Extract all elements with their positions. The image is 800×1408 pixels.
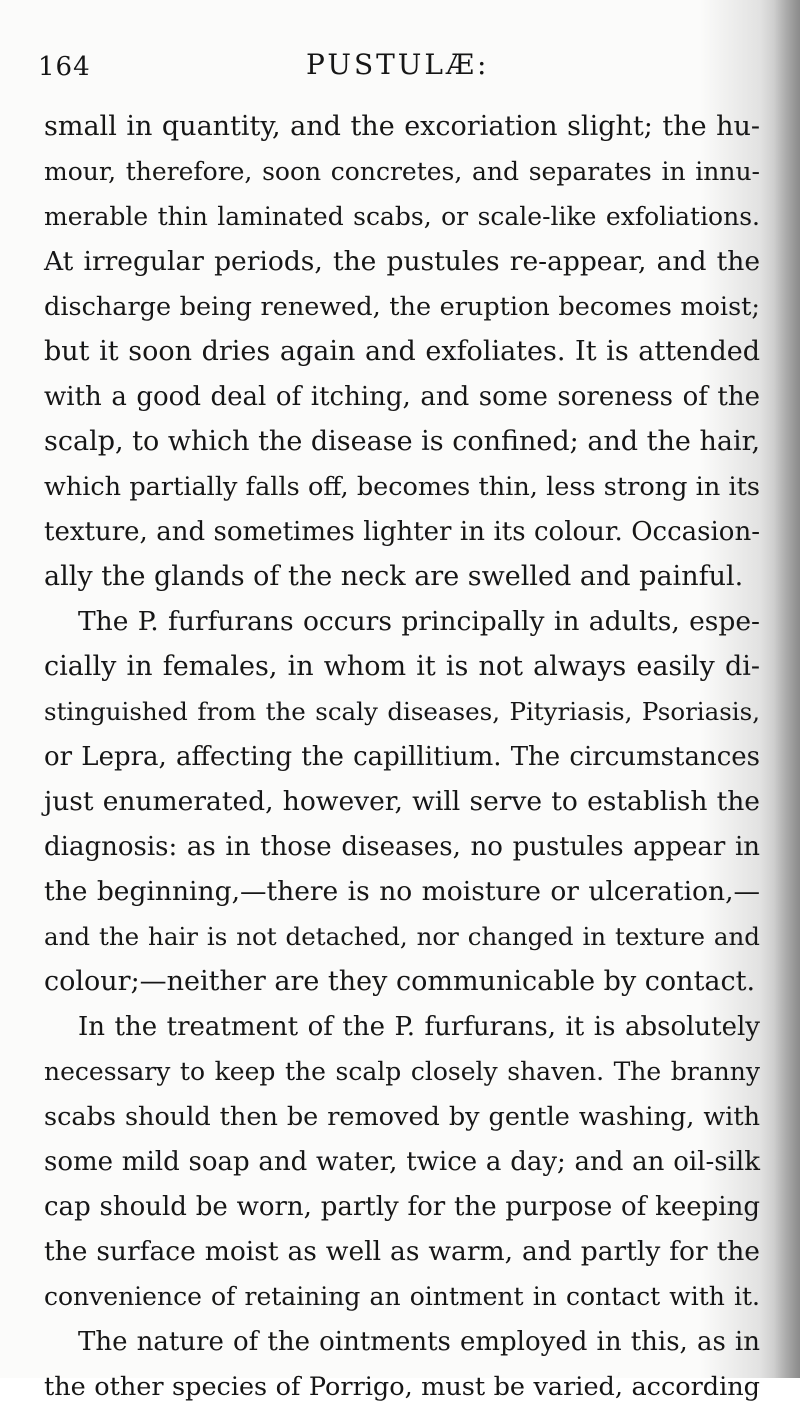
text-line: colour;—neither are they communicable by contact. — [44, 966, 756, 997]
text-line: just enumerated, however, will serve to establish the — [44, 786, 760, 817]
text-line: mour, therefore, soon concretes, and separates in innu- — [44, 157, 760, 186]
text-line: The nature of the ointments employed in this, as in — [78, 1327, 760, 1357]
text-line: the beginning,—there is no moisture or ulceration,— — [44, 876, 760, 907]
page-gutter-shadow — [774, 0, 800, 1378]
text-line: small in quantity, and the excoriation slight; the hu- — [44, 111, 760, 142]
text-line: stinguished from the scaly diseases, Pityriasis, Psoriasis, — [44, 697, 760, 726]
text-line: scalp, to which the disease is confined; and the hair, — [44, 426, 761, 457]
text-line: discharge being renewed, the eruption becomes moist; — [44, 292, 760, 322]
text-line: At irregular periods, the pustules re-appear, and the — [44, 246, 760, 277]
text-line: some mild soap and water, twice a day; and an oil-silk — [44, 1147, 760, 1177]
text-line: In the treatment of the P. furfurans, it is absolutely — [78, 1012, 760, 1042]
text-line: The P. furfurans occurs principally in adults, espe- — [78, 606, 760, 637]
text-line: and the hair is not detached, nor changed in texture and — [44, 922, 760, 951]
text-line: cially in females, in whom it is not always easily di- — [44, 651, 760, 682]
text-line: with a good deal of itching, and some soreness of the — [44, 382, 760, 412]
text-line: or Lepra, affecting the capillitium. The circumstances — [44, 742, 760, 772]
text-line: texture, and sometimes lighter in its colour. Occasion- — [44, 517, 760, 547]
page-number: 164 — [38, 52, 91, 82]
text-line: the other species of Porrigo, must be varied, according — [44, 1372, 760, 1402]
text-line: diagnosis: as in those diseases, no pustules appear in — [44, 832, 760, 862]
body-text — [44, 106, 761, 1402]
text-line: but it soon dries again and exfoliates. It is attended — [44, 336, 760, 367]
text-line: ally the glands of the neck are swelled and painful. — [44, 561, 744, 592]
text-line: convenience of retaining an ointment in contact with it. — [44, 1282, 760, 1311]
text-line: cap should be worn, partly for the purpose of keeping — [44, 1192, 760, 1222]
running-head: PUSTULÆ: — [306, 48, 490, 81]
text-line: scabs should then be removed by gentle washing, with — [44, 1102, 760, 1132]
page-header — [38, 44, 758, 88]
text-line: necessary to keep the scalp closely shaven. The branny — [44, 1057, 760, 1086]
text-line: merable thin laminated scabs, or scale-like exfoliations. — [44, 202, 760, 231]
text-line: which partially falls off, becomes thin, less strong in its — [44, 472, 760, 502]
text-line: the surface moist as well as warm, and partly for the — [44, 1236, 760, 1267]
